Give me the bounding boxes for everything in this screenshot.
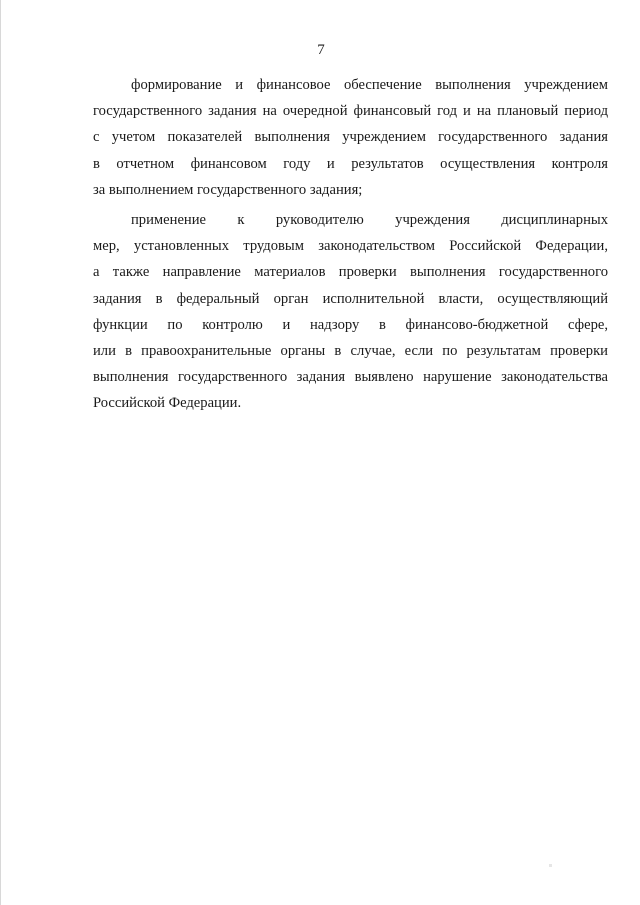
text-line: задания в федеральный орган исполнительной власти, осуществляющий (93, 290, 608, 307)
text-line: Российской Федерации. (93, 395, 242, 412)
text-line: за выполнением государственного задания; (93, 181, 363, 198)
document-body (93, 72, 608, 416)
text-line: в отчетном финансовом году и результатов осуществления контроля (93, 155, 608, 172)
text-line: а также направление материалов проверки выполнения государственного (93, 264, 608, 281)
text-line: применение к руководителю учреждения дисциплинарных (131, 211, 608, 228)
text-line: или в правоохранительные органы в случае, если по результатам проверки (93, 342, 608, 359)
text-line: с учетом показателей выполнения учреждением государственного задания (93, 129, 608, 146)
text-line: выполнения государственного задания выявлено нарушение законодательства (93, 369, 608, 386)
text-line: функции по контролю и надзору в финансово-бюджетной сфере, (93, 316, 608, 333)
text-line: мер, установленных трудовым законодательством Российской Федерации, (93, 238, 608, 255)
page-number: 7 (317, 42, 325, 58)
paragraph-1 (93, 72, 608, 203)
text-line: формирование и финансовое обеспечение выполнения учреждением (131, 77, 608, 93)
text-line: государственного задания на очередной финансовый год и на плановый период (93, 103, 608, 120)
paragraph-2 (93, 207, 608, 417)
scan-artifact (549, 864, 552, 867)
